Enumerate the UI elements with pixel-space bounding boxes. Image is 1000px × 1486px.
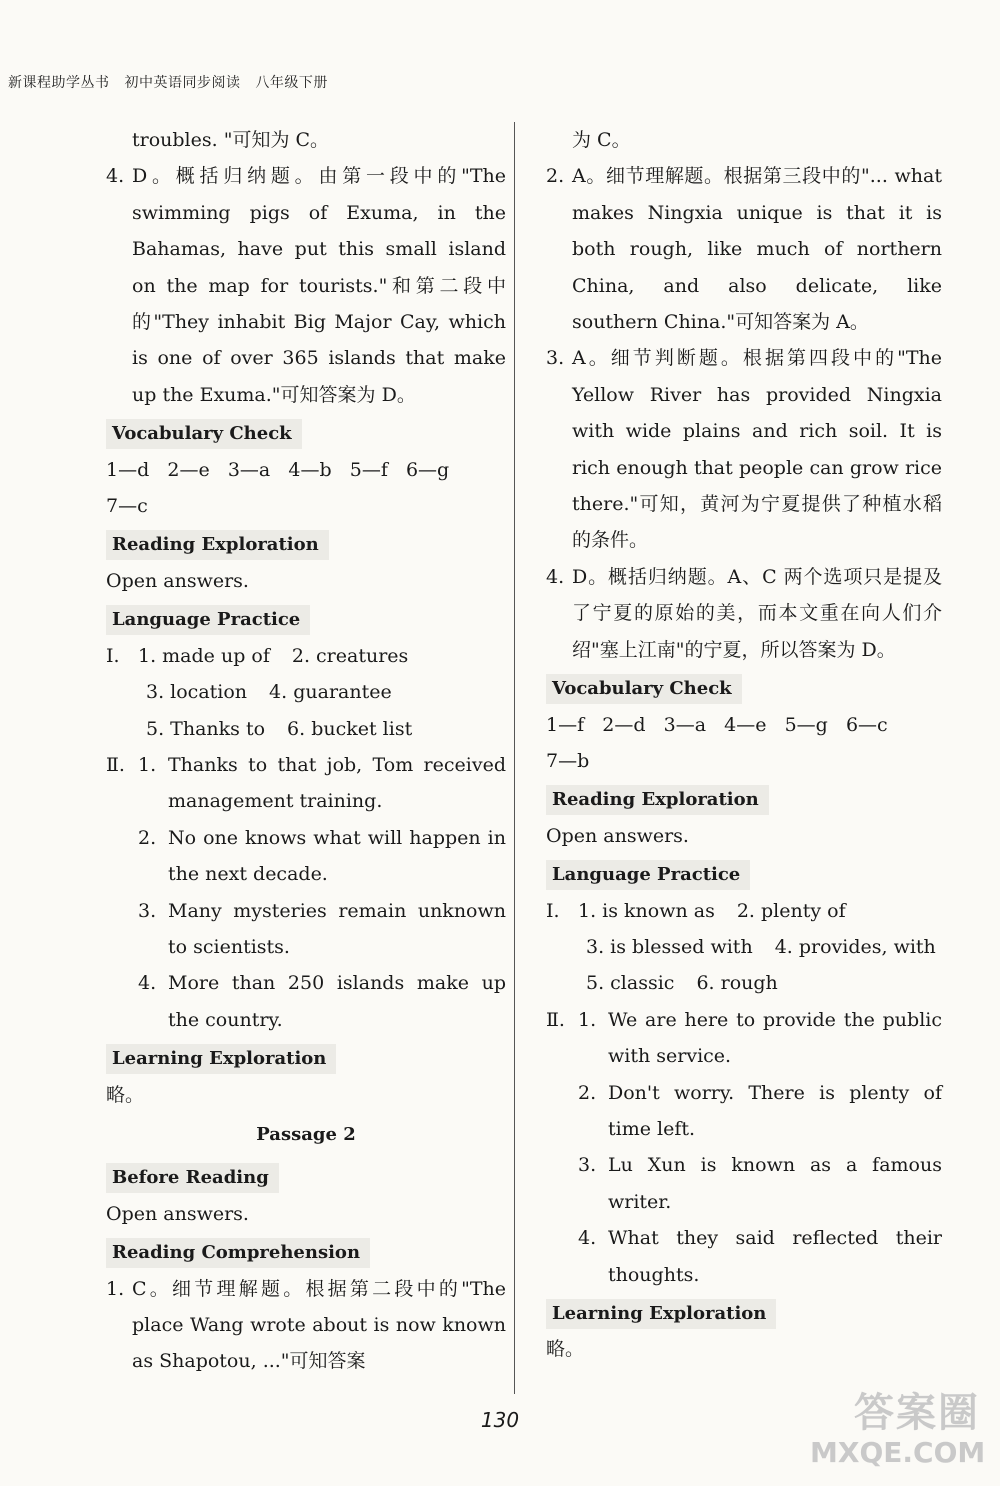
- answer-item: 2. A。细节理解题。根据第三段中的"... what makes Ningxia unique is that it is both rough, like much of northern China, and also delicate, like southern China."可知答案为 A。: [546, 165, 942, 334]
- passage-title: Passage 2: [256, 1123, 356, 1145]
- section-heading-learning: Learning Exploration: [106, 1044, 336, 1074]
- answer-item: 1. C。细节理解题。根据第二段中的"The place Wang wrote about is now known as Shapotou, ..."可知答案: [106, 1277, 506, 1373]
- fill-answer: 5. Thanks to: [146, 717, 266, 740]
- answer-continuation: 为 C。: [572, 129, 631, 151]
- sentence-answer: 4. What they said reflected their thoughts.: [578, 1227, 942, 1286]
- sentence-answer: 1. We are here to provide the public with service.: [578, 1008, 942, 1068]
- fill-answer: 6. rough: [696, 972, 778, 995]
- vocab-answers-cont: 7—b: [546, 749, 590, 772]
- answer-item: 4. D。概括归纳题。由第一段中的"The swimming pigs of Exuma, in the Bahamas, have put this small island on the map for tourists."和第二段中的"They inhabit Big Major Cay, which is one of over 365 islands that make up the Exuma."可知答案为 D。: [106, 165, 506, 406]
- fill-answer: 3. location: [146, 681, 248, 704]
- page-number: 130: [480, 1408, 520, 1432]
- right-column: [546, 122, 942, 1368]
- section-heading-learning: Learning Exploration: [546, 1299, 776, 1329]
- answer-continuation: troubles. "可知为 C。: [132, 129, 330, 151]
- fill-answer: 4. guarantee: [269, 681, 392, 704]
- left-column: [106, 122, 506, 1380]
- fill-answer: 2. creatures: [291, 644, 409, 667]
- series-title: 新课程助学丛书: [8, 75, 110, 91]
- part-one: Ⅰ. 1. is known as 2. plenty of 3. is blessed with 4. provides, with 5. classic 6. rough: [546, 893, 942, 1002]
- fill-answer: 2. plenty of: [736, 899, 846, 922]
- part-two: Ⅱ. 1. We are here to provide the public with service. 2. Don't worry. There is plenty of time left. 3. Lu Xun is known as a famous writer. 4. What they said reflected their thoughts.: [546, 1002, 942, 1293]
- part-one: Ⅰ. 1. made up of 2. creatures 3. location 4. guarantee 5. Thanks to 6. bucket list: [106, 638, 506, 747]
- sentence-answer: 3. Lu Xun is known as a famous writer.: [578, 1154, 942, 1213]
- section-heading-vocabulary: Vocabulary Check: [106, 419, 302, 449]
- column-divider: [514, 122, 515, 1394]
- fill-answer: 6. bucket list: [287, 717, 413, 740]
- fill-answer: 3. is blessed with: [586, 935, 753, 958]
- watermark-top: 答案圈: [854, 1390, 980, 1436]
- sentence-answer: 1. Thanks to that job, Tom received management training.: [138, 753, 506, 813]
- sentence-answer: 2. Don't worry. There is plenty of time left.: [578, 1081, 942, 1140]
- answer-item: 3. A。细节判断题。根据第四段中的"The Yellow River has provided Ningxia with wide plains and rich soil. It is rich enough that people can grow rice there."可知，黄河为宁夏提供了种植水稻的条件。: [546, 347, 942, 552]
- running-header: [8, 72, 338, 92]
- fill-answer: 1. is known as: [578, 899, 715, 922]
- reading-answer: Open answers.: [546, 824, 689, 847]
- sentence-answer: 3. Many mysteries remain unknown to scientists.: [138, 899, 506, 958]
- fill-answer: 4. provides, with: [774, 935, 936, 958]
- grade-label: 八年级下册: [255, 75, 328, 91]
- section-heading-vocabulary: Vocabulary Check: [546, 674, 742, 704]
- section-heading-reading: Reading Exploration: [106, 530, 329, 560]
- sentence-answer: 2. No one knows what will happen in the next decade.: [138, 826, 506, 886]
- learning-answer: 略。: [106, 1083, 145, 1106]
- fill-answer: 1. made up of: [138, 644, 270, 667]
- reading-answer: Open answers.: [106, 569, 249, 592]
- part-two: Ⅱ. 1. Thanks to that job, Tom received management training. 2. No one knows what will happen in the next decade. 3. Many mysteries remain unknown to scientists. 4. More than 250 islands make up the country.: [106, 747, 506, 1038]
- fill-answer: 5. classic: [586, 972, 675, 995]
- section-heading-language: Language Practice: [546, 860, 750, 890]
- answer-item: 4. D。概括归纳题。A、C 两个选项只是提及了宁夏的原始的美，而本文重在向人们介绍"塞上江南"的宁夏，所以答案为 D。: [546, 565, 942, 661]
- sentence-answer: 4. More than 250 islands make up the country.: [138, 972, 506, 1031]
- section-heading-reading: Reading Exploration: [546, 785, 769, 815]
- watermark-logo: [810, 1390, 986, 1480]
- vocab-answers: 1—f 2—d 3—a 4—e 5—g 6—c: [546, 713, 888, 736]
- vocab-answers-cont: 7—c: [106, 495, 148, 518]
- book-title: 初中英语同步阅读: [124, 75, 241, 91]
- before-answer: Open answers.: [106, 1202, 249, 1225]
- section-heading-before: Before Reading: [106, 1163, 279, 1193]
- watermark-bottom: MXQE.COM: [810, 1436, 986, 1469]
- section-heading-language: Language Practice: [106, 605, 310, 635]
- learning-answer: 略。: [546, 1338, 585, 1361]
- section-heading-comprehension: Reading Comprehension: [106, 1238, 370, 1268]
- vocab-answers: 1—d 2—e 3—a 4—b 5—f 6—g: [106, 458, 450, 481]
